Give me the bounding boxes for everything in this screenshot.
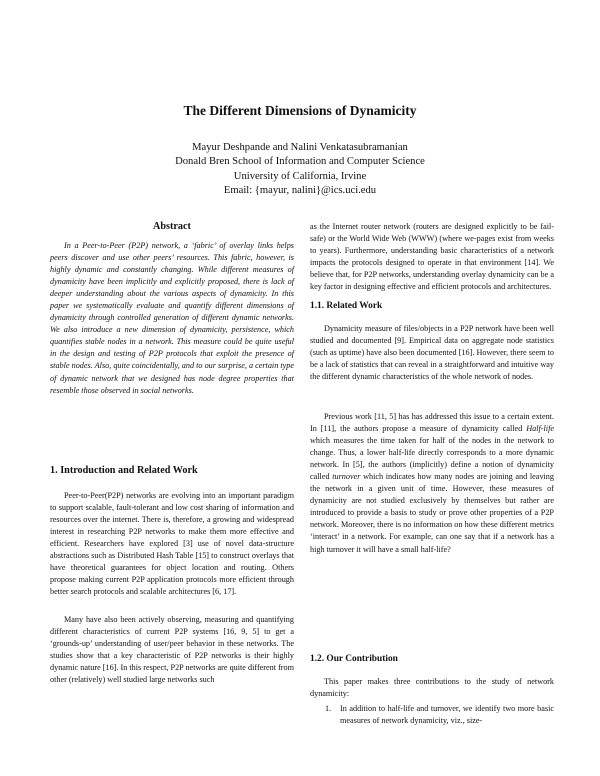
author-school: Donald Bren School of Information and Computer Science (175, 156, 425, 168)
list-item-text: In addition to half-life and turnover, we identify two more basic measures of network dynamicity, viz., size- (340, 704, 554, 726)
intro-paragraph-2: Many have also been actively observing, measuring and quantifying different characteristics of current P2P systems [16, 9, 5] to get a ‘grounds-up’ understanding of user/peer behavior in these networks. The studies show that a key characteristic of P2P networks is their highly dynamic nature [16]. In this respect, P2P networks are quite different from other (relatively) well studied large networks such (50, 615, 294, 685)
emphasized-term: turnover (332, 472, 361, 482)
section-heading-contribution: 1.2. Our Contribution (310, 654, 398, 664)
paper-title: The Different Dimensions of Dynamicity (183, 103, 417, 118)
author-university: University of California, Irvine (233, 170, 367, 182)
list-item-number: 1. (325, 704, 332, 713)
section-heading-introduction: 1. Introduction and Related Work (50, 465, 198, 476)
intro-paragraph-3: as the Internet router network (routers are designed explicitly to be fail-safe) or the World Wide Web (WWW) (where we-pages exist from weeks to years). Furthermore, understanding basic characteristics of a network impacts the protocols designed to operate in that environment [14]. We believe that, for P2P networks, understanding overlay dynamicity can be a key factor in designing effective and efficient protocols and architectures. (310, 222, 554, 292)
related-work-paragraph-2: Previous work [11, 5] has has addressed this issue to a certain extent. In [11], the authors propose a measure of dynamicity called Half-life which measures the time taken for half of the nodes in the network to change. Thus, a lower half-life directly corresponds to a more dynamic network. In [5], the authors (implicitly) define a notion of dynamicity called turnover which indicates how many nodes are joining and leaving the network in a given unit of time. However, these measures of dynamicity are not studied exclusively by themselves but rather are introduced to provide a basis to study or prove other properties of a P2P network. Moreover, there is no information on how these different metrics ‘interact’ in a network. For example, can one say that if a network has a high turnover it will have a small half-life? (310, 412, 554, 554)
intro-paragraph-1: Peer-to-Peer(P2P) networks are evolving into an important paradigm to support scalable, fault-tolerant and low cost sharing of information and resources over the internet. There is, therefore, a growing and widespread interest in researching P2P networks to make them more effective and efficient. Researchers have explored [3] use of novel data-structure abstractions such as Distributed Hash Table [15] to construct overlays that have theoretical guarantees for object location and routing. Others propose making current P2P application protocols more efficient through better search protocols and scalable architectures [6, 17]. (50, 491, 294, 597)
abstract-text: In a Peer-to-Peer (P2P) network, a ‘fabric’ of overlay links helps peers discover and use other peers’ resources. This fabric, however, is highly dynamic and constantly changing. While different measures of dynamicity have been implicitly and explicitly proposed, there is lack of deeper understanding about the various aspects of dynamicity. In this paper we systematically evaluate and quantify different dimensions of dynamicity through controlled generation of different dynamic networks. We also introduce a new dimension of dynamicity, persistence, which quantifies stable nodes in a network. This measure could be quite useful in the design and testing of P2P protocols that exploit the presence of stable nodes. Also, quite coincidentally, and to our surprise, a certain type of dynamic network that we designed has node degree properties that resemble those observed in social networks. (50, 241, 294, 395)
author-block (0, 141, 600, 198)
section-heading-related-work: 1.1. Related Work (310, 301, 383, 311)
abstract-heading: Abstract (153, 221, 191, 232)
emphasized-term: Half-life (526, 424, 554, 434)
contribution-list-item (325, 703, 554, 733)
author-email: Email: {mayur, nalini}@ics.uci.edu (223, 184, 377, 196)
contribution-paragraph-1: This paper makes three contributions to the study of network dynamicity: (310, 677, 554, 699)
author-names: Mayur Deshpande and Nalini Venkatasubramanian (192, 142, 408, 153)
related-work-paragraph-1: Dynamicity measure of files/objects in a P2P network have been well studied and documented [9]. Empirical data on aggregate node statistics (such as uptime) have also been documented [16]. However, there seem to be a lack of statistics that can reveal in a straightforward and intuitive way the different dynamic characteristics of the whole network of nodes. (310, 324, 554, 382)
